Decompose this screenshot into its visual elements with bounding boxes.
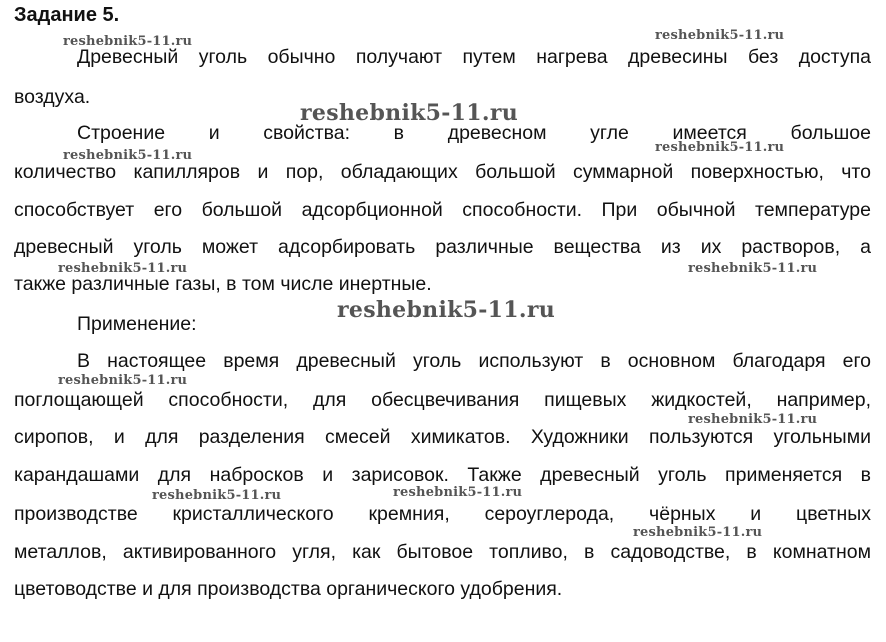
text-line: металлов, активированного угля, как бытовое топливо, в садоводстве, в комнатном [14,541,871,563]
watermark: reshebnik5-11.ru [300,100,519,126]
watermark: reshebnik5-11.ru [58,373,188,388]
text-line: сиропов, и для разделения смесей химикатов. Художники пользуются угольными [14,426,871,448]
watermark: reshebnik5-11.ru [63,34,193,49]
task-heading: Задание 5. [14,4,120,26]
text-line: способствует его большой адсорбционной способности. При обычной температуре [14,199,871,221]
watermark: reshebnik5-11.ru [337,297,556,323]
text-line: производстве кристаллического кремния, сероуглерода, чёрных и цветных [14,503,871,525]
text-line: воздуха. [14,86,91,108]
text-line: древесный уголь может адсорбировать различные вещества из их растворов, а [14,236,871,258]
text-line: Строение и свойства: в древесном угле имеется большое [77,122,871,144]
text-line: В настоящее время древесный уголь используют в основном благодаря его [77,350,871,372]
text-line: карандашами для набросков и зарисовок. Также древесный уголь применяется в [14,464,871,486]
text-line: поглощающей способности, для обесцвечивания пищевых жидкостей, например, [14,389,871,411]
watermark: reshebnik5-11.ru [655,140,785,155]
watermark: reshebnik5-11.ru [152,488,282,503]
text-line: Древесный уголь обычно получают путем нагрева древесины без доступа [77,46,871,68]
text-line: количество капилляров и пор, обладающих большой суммарной поверхностью, что [14,161,871,183]
section-label: Применение: [77,313,197,335]
text-line: также различные газы, в том числе инертные. [14,273,432,295]
text-line: цветоводстве и для производства органического удобрения. [14,578,563,600]
watermark: reshebnik5-11.ru [393,485,523,500]
watermark: reshebnik5-11.ru [655,28,785,43]
watermark: reshebnik5-11.ru [63,148,193,163]
watermark: reshebnik5-11.ru [58,261,188,276]
watermark: reshebnik5-11.ru [688,261,818,276]
watermark: reshebnik5-11.ru [688,412,818,427]
watermark: reshebnik5-11.ru [633,525,763,540]
